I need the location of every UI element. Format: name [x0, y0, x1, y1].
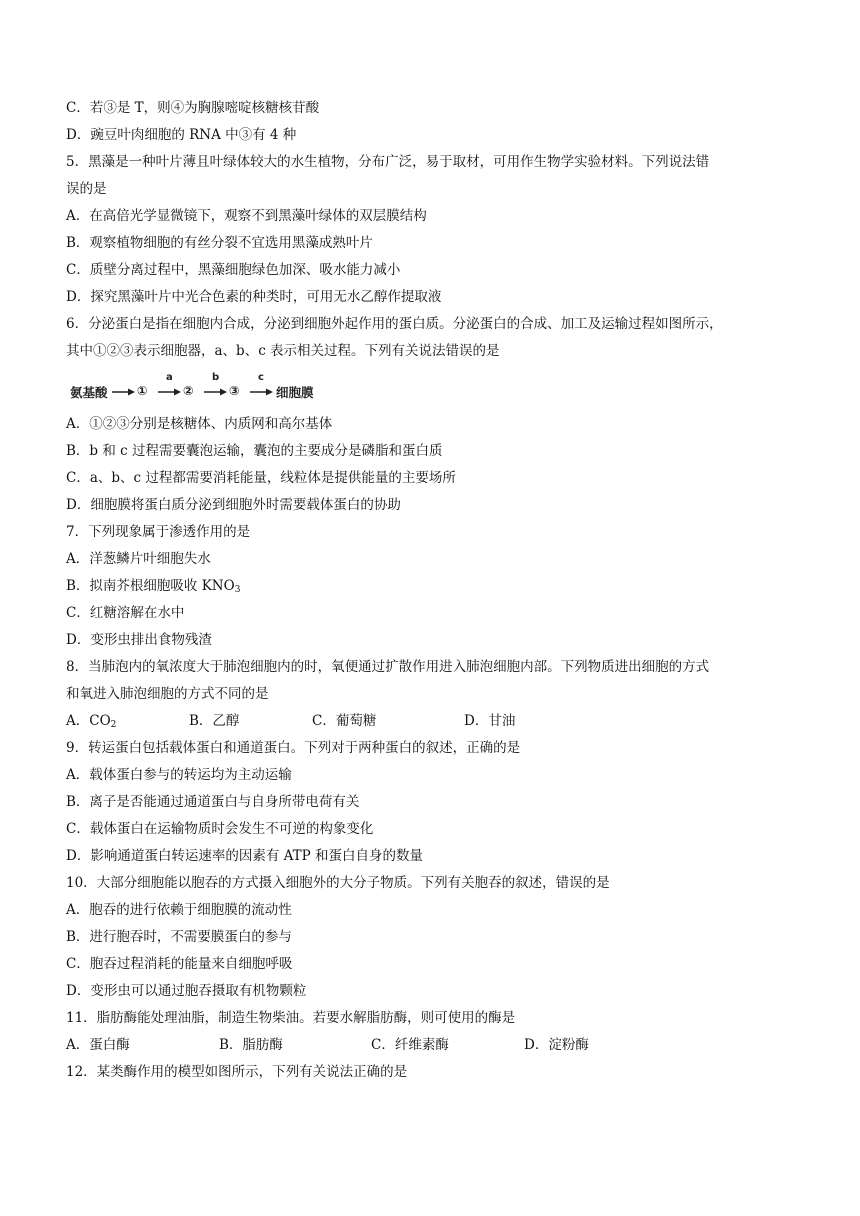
q6-option-b: B．b 和 c 过程需要囊泡运输，囊泡的主要成分是磷脂和蛋白质 — [66, 443, 443, 459]
q7-option-b-subscript: 3 — [234, 585, 241, 595]
q7-option-c: C．红糖溶解在水中 — [66, 605, 185, 621]
q8-option-b: B．乙醇 — [189, 713, 240, 729]
flow-end-label: 细胞膜 — [276, 385, 314, 400]
q6-option-d: D．细胞膜将蛋白质分泌到细胞外时需要载体蛋白的协助 — [66, 497, 401, 513]
q5-stem-line2: 误的是 — [66, 181, 107, 197]
q8-stem-line2: 和氧进入肺泡细胞的方式不同的是 — [66, 686, 269, 702]
q7-stem: 7．下列现象属于渗透作用的是 — [66, 524, 251, 540]
q7-option-d: D．变形虫排出食物残渣 — [66, 632, 212, 648]
q10-stem: 10．大部分细胞能以胞吞的方式摄入细胞外的大分子物质。下列有关胞吞的叙述，错误的是 — [66, 875, 610, 891]
q5-stem-line1: 5．黑藻是一种叶片薄且叶绿体较大的水生植物，分布广泛，易于取材，可用作生物学实验材料。下列说法错 — [66, 154, 710, 170]
q6-stem-line2: 其中①②③表示细胞器，a、b、c 表示相关过程。下列有关说法错误的是 — [66, 343, 500, 359]
q9-option-c: C．载体蛋白在运输物质时会发生不可逆的构象变化 — [66, 821, 374, 837]
q5-option-c: C．质壁分离过程中，黑藻细胞绿色加深、吸水能力减小 — [66, 262, 401, 278]
flow-node-2: ② — [183, 383, 194, 398]
q5-option-d: D．探究黑藻叶片中光合色素的种类时，可用无水乙醇作提取液 — [66, 289, 442, 305]
flow-label-a: a — [166, 372, 173, 383]
q8-option-d: D．甘油 — [464, 713, 516, 729]
q11-option-c: C．纤维素酶 — [371, 1037, 449, 1053]
q4-option-d: D．豌豆叶肉细胞的 RNA 中③有 4 种 — [66, 127, 297, 143]
flow-node-1: ① — [137, 383, 148, 398]
q7-option-b-text: B．拟南芥根细胞吸收 KNO — [66, 578, 235, 594]
q5-option-a: A．在高倍光学显微镜下，观察不到黑藻叶绿体的双层膜结构 — [66, 208, 427, 224]
flow-node-3: ③ — [229, 383, 240, 398]
flow-label-b: b — [212, 372, 220, 383]
q5-option-b: B．观察植物细胞的有丝分裂不宜选用黑藻成熟叶片 — [66, 235, 373, 251]
q10-option-c: C．胞吞过程消耗的能量来自细胞呼吸 — [66, 956, 293, 972]
q9-option-d: D．影响通道蛋白转运速率的因素有 ATP 和蛋白自身的数量 — [66, 848, 424, 864]
q12-stem: 12．某类酶作用的模型如图所示，下列有关说法正确的是 — [66, 1064, 408, 1080]
q9-option-b: B．离子是否能通过通道蛋白与自身所带电荷有关 — [66, 794, 360, 810]
q11-option-d: D．淀粉酶 — [524, 1037, 589, 1053]
q8-option-c: C．葡萄糖 — [312, 713, 377, 729]
q8-stem-line1: 8．当肺泡内的氧浓度大于肺泡细胞内的时，氧便通过扩散作用进入肺泡细胞内部。下列物质进出细胞的方式 — [66, 659, 710, 675]
q10-option-a: A．胞吞的进行依赖于细胞膜的流动性 — [66, 902, 292, 918]
q11-stem: 11．脂肪酶能处理油脂，制造生物柴油。若要水解脂肪酶，则可使用的酶是 — [66, 1010, 516, 1026]
q11-option-b: B．脂肪酶 — [219, 1037, 283, 1053]
q11-option-a: A．蛋白酶 — [66, 1037, 130, 1053]
flow-start-label: 氨基酸 — [70, 385, 108, 400]
flow-arrow-icon — [202, 381, 228, 403]
flow-label-c: c — [258, 372, 264, 383]
q9-option-a: A．载体蛋白参与的转运均为主动运输 — [66, 767, 292, 783]
q8-option-a — [66, 712, 116, 730]
q9-stem: 9．转运蛋白包括载体蛋白和通道蛋白。下列对于两种蛋白的叙述，正确的是 — [66, 740, 521, 756]
q4-option-c: C．若③是 T，则④为胸腺嘧啶核糖核苷酸 — [66, 100, 320, 116]
q6-stem-line1: 6．分泌蛋白是指在细胞内合成，分泌到细胞外起作用的蛋白质。分泌蛋白的合成、加工及运输过程如图所示， — [66, 316, 723, 332]
flow-arrow-icon — [110, 381, 136, 403]
q8-option-a-text: A．CO — [66, 713, 111, 729]
q10-option-b: B．进行胞吞时，不需要膜蛋白的参与 — [66, 929, 292, 945]
flow-arrow-icon — [156, 381, 182, 403]
q7-option-b — [66, 577, 820, 595]
q7-option-a: A．洋葱鳞片叶细胞失水 — [66, 551, 211, 567]
q10-option-d: D．变形虫可以通过胞吞摄取有机物颗粒 — [66, 983, 307, 999]
q6-option-a: A．①②③分别是核糖体、内质网和高尔基体 — [66, 416, 333, 432]
flow-arrow-icon — [248, 381, 274, 403]
q8-option-a-subscript: 2 — [110, 720, 117, 730]
q6-option-c: C．a、b、c 过程都需要消耗能量，线粒体是提供能量的主要场所 — [66, 470, 456, 486]
